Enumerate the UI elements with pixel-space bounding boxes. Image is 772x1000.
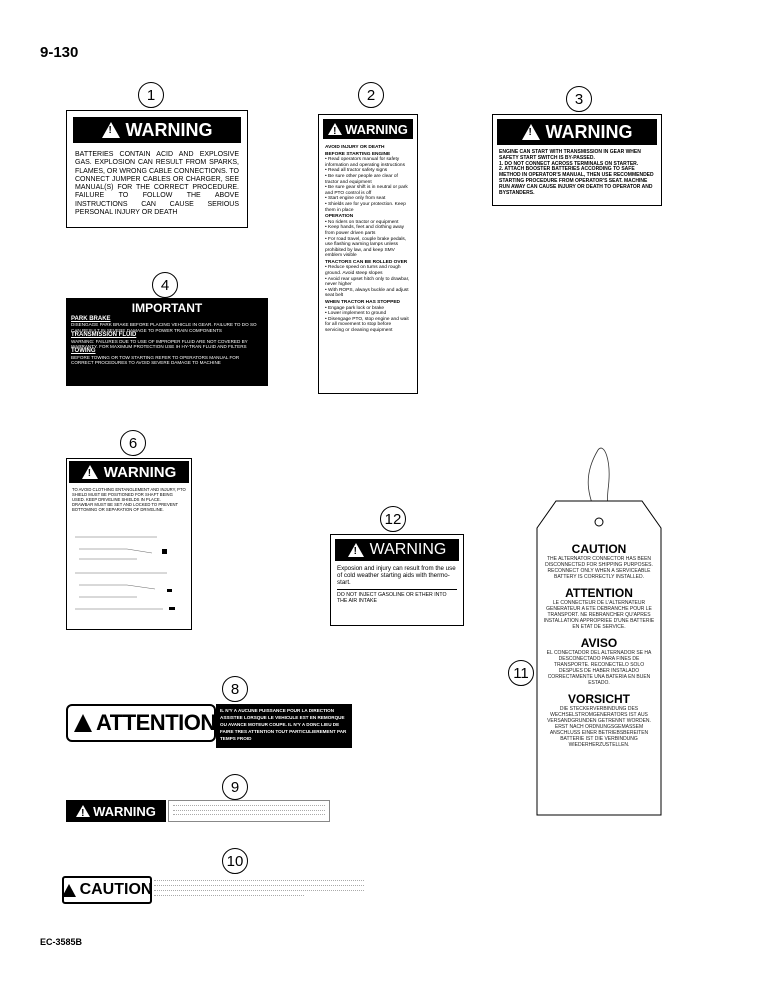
- decal-12-text-2: DO NOT INJECT GASOLINE OR ETHER INTO THE AIR INTAKE: [337, 592, 447, 604]
- decal-2-line: WHEN TRACTOR HAS STOPPED: [325, 300, 400, 306]
- decal-2-line: TRACTORS CAN BE ROLLED OVER: [325, 259, 408, 265]
- warning-triangle-icon: [348, 543, 364, 557]
- callout-4: 4: [152, 272, 178, 298]
- decal-4-text-towing: BEFORE TOWING OR TOW STARTING REFER TO OPERATORS MANUAL FOR CORRECT PROCEDURES TO AVOID SEVERE DAMAGE TO MACHINE: [71, 354, 240, 366]
- decal-8-text: IL N'Y A AUCUNE PUISSANCE POUR LA DIRECTION ASSISTEE LORSQUE LE VEHICULE EST EN REMORQUE OU AVANCE MOTEUR COUPE. IL N'Y A DONC LIEU DE FAIRE TRES ATTENTION TOUT PARTICULIEREMENT PAR TEMPS FROID: [220, 708, 347, 741]
- page-number: 9-130: [40, 44, 79, 61]
- callout-2: 2: [358, 82, 384, 108]
- callout-3: 3: [566, 86, 592, 112]
- decal-2-line: • For road travel, couple brake pedals, use flashing warning lamps unless prohibited by law, and keep SMV emblem visible: [325, 236, 407, 259]
- decal-2-title: WARNING: [345, 121, 408, 137]
- callout-6: 6: [120, 430, 146, 456]
- decal-4-heading-towing: TOWING: [71, 348, 96, 355]
- decal-2-line: • Be sure gear shift is in neutral or park and PTO control is off: [325, 185, 408, 196]
- tag-section-attention-text: LE CONNECTEUR DE L'ALTERNATEUR GENERATEUR A ETE DEBRANCHE POUR LE TRANSPORT. NE REBRANCHER QU'APRES INSTALLATION APPROPRIEE D'UNE BATTERIE EN ETAT DE SERVICE.: [543, 600, 655, 630]
- decal-2-line: • Engage park lock or brake: [325, 305, 385, 311]
- decal-8-text-panel: [216, 704, 352, 748]
- decal-2-banner: [323, 119, 413, 139]
- decal-2-text: [325, 145, 411, 334]
- decal-2-line: • No riders on tractor or equipment: [325, 219, 399, 225]
- decal-10-text-panel: [154, 878, 364, 904]
- decal-3-title: WARNING: [545, 121, 633, 142]
- decal-8-title: ATTENTION: [96, 710, 216, 735]
- decal-2-line: • Lower implement to ground: [325, 311, 387, 317]
- warning-triangle-icon: [62, 884, 76, 897]
- warning-triangle-icon: [76, 805, 90, 817]
- decal-9-banner: [66, 800, 166, 822]
- decal-1-text: BATTERIES CONTAIN ACID AND EXPLOSIVE GAS. EXPLOSION CAN RESULT FROM SPARKS, FLAMES, OR WRONG CABLE CONNECTIONS. TO CONNECT JUMPER CABLES OR CHARGER, SEE MANUAL(S) FOR THE CORRECT PROCEDURE. FAILURE TO FOLLOW THE ABOVE INSTRUCTIONS CAN CAUSE SERIOUS PERSONAL INJURY OR DEATH: [75, 151, 239, 217]
- decal-6-title: WARNING: [103, 463, 177, 481]
- decal-1-title: WARNING: [125, 119, 213, 140]
- callout-11: 11: [508, 660, 534, 686]
- decal-3-banner: [497, 119, 657, 145]
- decal-2-line: • Reduce speed on turns and rough ground. Avoid steep slopes: [325, 265, 401, 277]
- tag-11: [536, 500, 662, 816]
- decal-2-line: OPERATION: [325, 214, 354, 220]
- decal-2-line: • Disengage PTO, stop engine and wait for all movement to stop before servicing or cleaning equipment: [325, 316, 409, 333]
- decal-9-text-panel: [168, 800, 330, 822]
- decal-6-banner: [69, 461, 189, 483]
- warning-triangle-icon: [522, 124, 540, 140]
- tag-section-attention-title: ATTENTION: [565, 586, 633, 600]
- tag-section-vorsicht-title: VORSICHT: [567, 692, 630, 706]
- decal-2-line: AVOID INJURY OR DEATH: [325, 145, 385, 150]
- tag-section-vorsicht-text: DIE STECKERVERBINDUNG DES WECHSELSTROMGENERATORS IST AUS VERSANDGRUNDEN GETRENNT WORDEN. ERST NACH ORDNUNGSGEMASSEM ANSCHLUSS EINER BETRIEBSBEREITEN BATTERIE IST DIE VERBINDUNG WIEDERHERZUSTELLEN.: [547, 706, 651, 748]
- decal-2-line: • Start engine only from seat: [325, 196, 386, 202]
- decal-3: [492, 114, 662, 206]
- callout-9: 9: [222, 774, 248, 800]
- decal-2-line: • Be sure other people are clear of tractor and equipment: [325, 173, 398, 185]
- decal-2: [318, 114, 418, 394]
- decal-2-line: • Avoid rear upset hitch only to drawbar, never higher: [325, 276, 410, 288]
- tag-section-aviso-title: AVISO: [580, 636, 618, 650]
- decal-12: [330, 534, 464, 626]
- callout-10: 10: [222, 848, 248, 874]
- decal-4-heading-park-brake: PARK BRAKE: [71, 316, 111, 322]
- decal-1-banner: [73, 117, 241, 143]
- decal-4-text-transmission: WARNING: FAILURES DUE TO USE OF IMPROPER FLUID ARE NOT COVERED BY WARRANTY. FOR MAXIMUM PROTECTION USE IH HY-TRAN FLUID AND FILTERS: [71, 338, 248, 350]
- decal-12-title: WARNING: [369, 541, 447, 558]
- tag-section-caution-title: CAUTION: [571, 542, 627, 556]
- decal-4-text-park-brake: DISENGAGE PARK BRAKE BEFORE PLACING VEHICLE IN GEAR. FAILURE TO DO SO CAN RESULT IN SEVERE DAMAGE TO POWER TRAIN COMPONENTS: [71, 322, 257, 333]
- footer-code: EC-3585B: [40, 937, 83, 947]
- decal-9-title: WARNING: [93, 803, 156, 819]
- callout-12: 12: [380, 506, 406, 532]
- decal-4: [66, 298, 268, 386]
- decal-2-line: • Shields are for your protection. Keep them in place: [325, 201, 406, 213]
- warning-triangle-icon: [328, 123, 342, 135]
- tag-section-aviso-text: EL CONECTADOR DEL ALTERNADOR SE HA DESCONECTADO PARA FINES DE TRANSPORTE. RECONECTELO SOLO DESPUES DE HABER INSTALADO CORRECTAMENTE UNA BATERIA EN BUEN ESTADO.: [546, 650, 652, 686]
- decal-6-text: TO AVOID CLOTHING ENTANGLEMENT AND INJURY, PTO SHIELD MUST BE POSITIONED FOR SHAFT BEING USED. KEEP DRIVELINE SHIELDS IN PLACE. DRAWBAR MUST BE SET AND LOCKED TO PREVENT BOTTOMING OR SEPARATION OF DRIVELINE.: [72, 487, 186, 512]
- decal-3-text: ENGINE CAN START WITH TRANSMISSION IN GEAR WHEN SAFETY START SWITCH IS BY-PASSED. 1. DO NOT CONNECT ACROSS TERMINALS ON STARTER. 2. ATTACH BOOSTER BATTERIES ACCORDING TO SAFE METHOD IN OPERATOR'S MANUAL, THEN USE RECOMMENDED STARTING PROCEDURE FROM OPERATOR'S SEAT. MACHINE RUN AWAY CAN CAUSE INJURY OR DEATH TO OPERATOR AND BYSTANDERS.: [499, 149, 654, 196]
- tag-section-caution-text: THE ALTERNATOR CONNECTOR HAS BEEN DISCONNECTED FOR SHIPPING PURPOSES. RECONNECT ONLY WHEN A SERVICEABLE BATTERY IS CORRECTLY INSTALLED.: [545, 556, 653, 580]
- warning-triangle-icon: [102, 122, 120, 138]
- decal-12-text-1: Exposion and injury can result from the use of cold weather starting aids with thermo-start.: [337, 565, 456, 586]
- decal-10-label: [62, 876, 152, 904]
- warning-triangle-icon: [82, 465, 98, 479]
- decal-6-diagrams: [67, 529, 191, 624]
- callout-8: 8: [222, 676, 248, 702]
- decal-4-heading-transmission: TRANSMISSION FLUID: [71, 332, 137, 339]
- decal-2-line: • Keep hands, feet and clothing away from power driven parts: [325, 225, 405, 236]
- decal-10-title: CAUTION: [79, 881, 153, 898]
- decal-2-line: • Read operators manual for safety information and operating instructions: [325, 157, 405, 168]
- warning-triangle-icon: [74, 714, 92, 732]
- decal-2-line: • With ROPS, always buckle and adjust seat belt: [325, 287, 409, 299]
- decal-8-label: [66, 704, 216, 742]
- decal-12-banner: [335, 539, 459, 561]
- decal-2-line: BEFORE STARTING ENGINE: [325, 151, 391, 157]
- decal-6: [66, 458, 192, 630]
- decal-1: [66, 110, 248, 228]
- tag-11-content: [542, 536, 656, 748]
- callout-1: 1: [138, 82, 164, 108]
- decal-2-line: • Read all tractor safety signs: [325, 168, 388, 174]
- decal-4-title: IMPORTANT: [131, 301, 203, 315]
